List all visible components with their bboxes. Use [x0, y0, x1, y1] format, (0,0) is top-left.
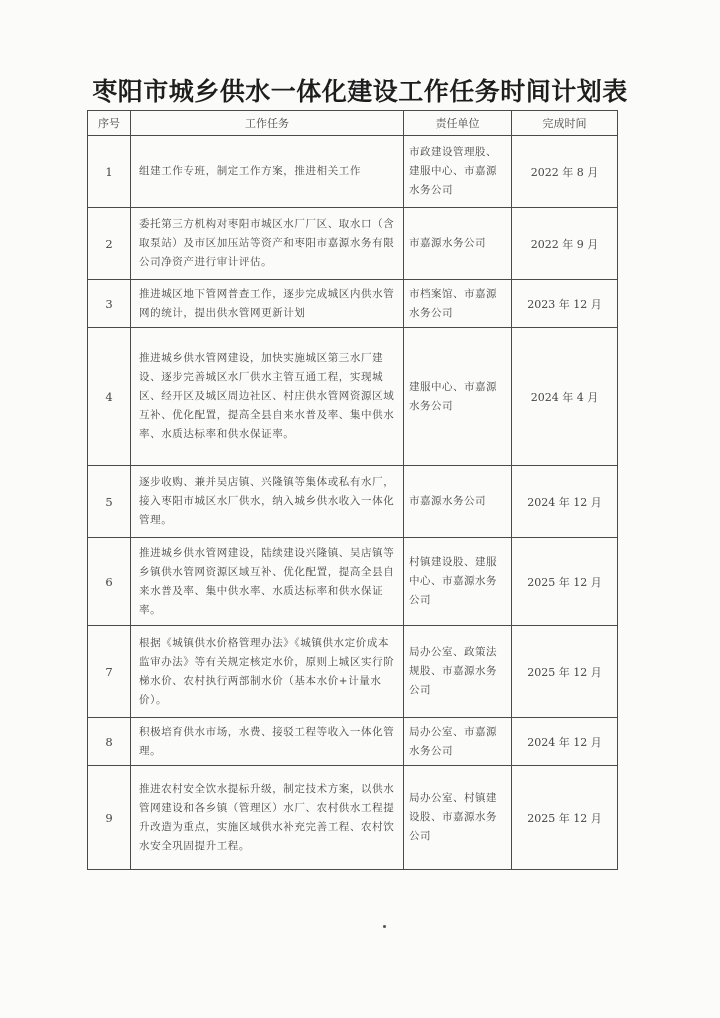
- scan-mark: [383, 925, 386, 928]
- table-row: [88, 136, 618, 208]
- row-due: 2022 年 8 月: [512, 136, 618, 208]
- row-unit: 局办公室、市嘉源水务公司: [404, 718, 512, 766]
- row-seq: 8: [88, 718, 131, 766]
- page-title: 枣阳市城乡供水一体化建设工作任务时间计划表: [92, 77, 628, 106]
- row-due: 2024 年 12 月: [512, 466, 618, 538]
- table-row: [88, 626, 618, 718]
- row-due: 2023 年 12 月: [512, 280, 618, 328]
- row-unit: 市嘉源水务公司: [404, 208, 512, 280]
- row-seq: 5: [88, 466, 131, 538]
- row-task: 推进城乡供水管网建设，陆续建设兴隆镇、吴店镇等乡镇供水管网资源区域互补、优化配置，提高全县自来水普及率、集中供水率、水质达标率和供水保证率。: [131, 538, 404, 626]
- row-due: 2025 年 12 月: [512, 626, 618, 718]
- table-row: [88, 538, 618, 626]
- header-due: 完成时间: [512, 111, 618, 136]
- row-seq: 1: [88, 136, 131, 208]
- row-unit: 局办公室、政策法规股、市嘉源水务公司: [404, 626, 512, 718]
- row-task: 推进农村安全饮水提标升级，制定技术方案，以供水管网建设和各乡镇（管理区）水厂、农村供水工程提升改造为重点，实施区域供水补充完善工程、农村饮水安全巩固提升工程。: [131, 766, 404, 870]
- row-seq: 3: [88, 280, 131, 328]
- row-due: 2022 年 9 月: [512, 208, 618, 280]
- table-row: [88, 718, 618, 766]
- table-header-row: [88, 111, 618, 136]
- row-unit: 村镇建设股、建服中心、市嘉源水务公司: [404, 538, 512, 626]
- row-seq: 6: [88, 538, 131, 626]
- table-row: [88, 208, 618, 280]
- table-row: [88, 280, 618, 328]
- row-task: 积极培育供水市场，水费、接驳工程等收入一体化管理。: [131, 718, 404, 766]
- task-schedule-table: [87, 110, 618, 870]
- row-due: 2024 年 12 月: [512, 718, 618, 766]
- row-task: 推进城乡供水管网建设，加快实施城区第三水厂建设、逐步完善城区水厂供水主管互通工程，实现城区、经开区及城区周边社区、村庄供水管网资源区域互补、优化配置，提高全县自来水普及率、集中供水率、水质达标率和供水保证率。: [131, 328, 404, 466]
- row-unit: 市档案馆、市嘉源水务公司: [404, 280, 512, 328]
- row-unit: 建服中心、市嘉源水务公司: [404, 328, 512, 466]
- row-seq: 2: [88, 208, 131, 280]
- row-due: 2024 年 4 月: [512, 328, 618, 466]
- header-task: 工作任务: [131, 111, 404, 136]
- row-task: 根据《城镇供水价格管理办法》《城镇供水定价成本监审办法》等有关规定核定水价，原则上城区实行阶梯水价、农村执行两部制水价（基本水价+计量水价）。: [131, 626, 404, 718]
- header-seq: 序号: [88, 111, 131, 136]
- table-row: [88, 466, 618, 538]
- row-task: 逐步收购、兼并吴店镇、兴隆镇等集体或私有水厂，接入枣阳市城区水厂供水，纳入城乡供水收入一体化管理。: [131, 466, 404, 538]
- row-seq: 9: [88, 766, 131, 870]
- row-task: 委托第三方机构对枣阳市城区水厂厂区、取水口（含取泵站）及市区加压站等资产和枣阳市嘉源水务有限公司净资产进行审计评估。: [131, 208, 404, 280]
- row-task: 推进城区地下管网普查工作，逐步完成城区内供水管网的统计，提出供水管网更新计划: [131, 280, 404, 328]
- row-unit: 市嘉源水务公司: [404, 466, 512, 538]
- row-due: 2025 年 12 月: [512, 538, 618, 626]
- row-unit: 市政建设管理股、建服中心、市嘉源水务公司: [404, 136, 512, 208]
- row-seq: 4: [88, 328, 131, 466]
- row-unit: 局办公室、村镇建设股、市嘉源水务公司: [404, 766, 512, 870]
- header-unit: 责任单位: [404, 111, 512, 136]
- table-row: [88, 328, 618, 466]
- row-task: 组建工作专班，制定工作方案，推进相关工作: [131, 136, 404, 208]
- table-row: [88, 766, 618, 870]
- row-seq: 7: [88, 626, 131, 718]
- row-due: 2025 年 12 月: [512, 766, 618, 870]
